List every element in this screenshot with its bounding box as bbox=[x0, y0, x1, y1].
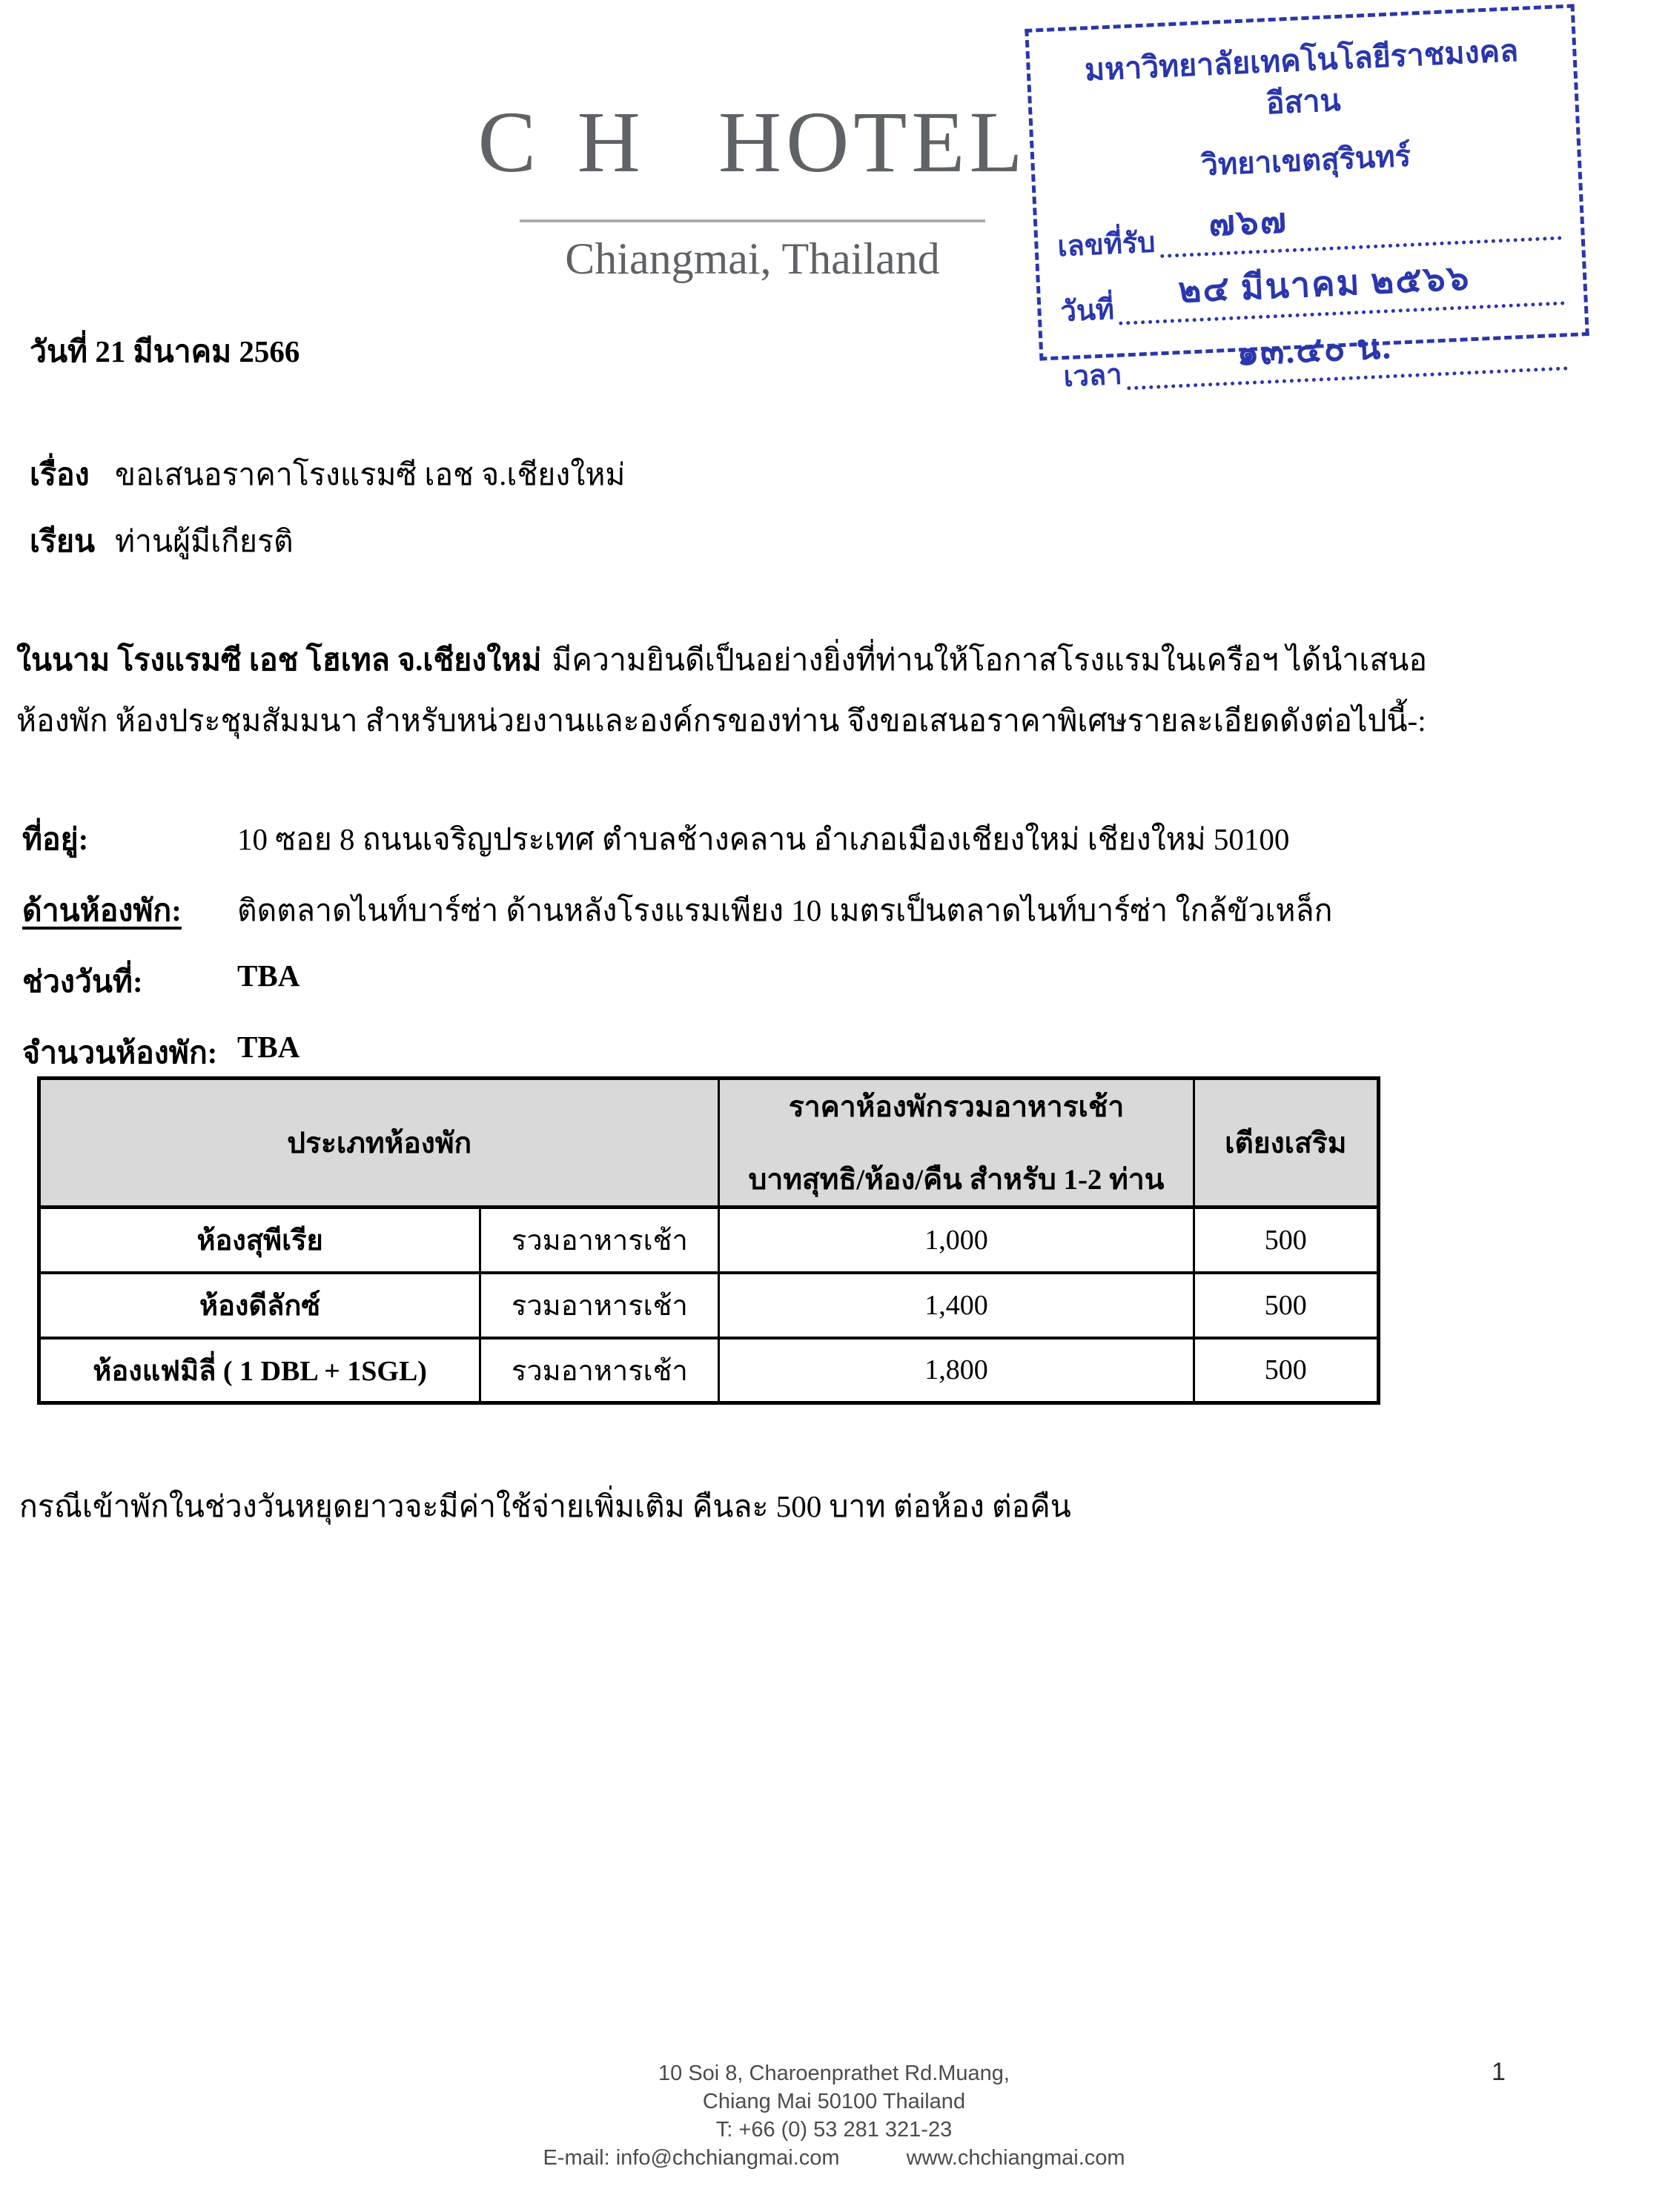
details-list bbox=[22, 815, 1579, 1100]
to-line bbox=[30, 517, 294, 566]
room-name-cell: ห้องสุพีเรีย bbox=[39, 1208, 480, 1273]
extra-bed-cell: 500 bbox=[1194, 1208, 1378, 1273]
table-row bbox=[39, 1273, 1379, 1338]
subject-text: ขอเสนอราคาโรงแรมซี เอช จ.เชียงใหม่ bbox=[115, 457, 626, 491]
subject-line bbox=[30, 451, 625, 499]
footer-email-web-line bbox=[0, 2144, 1668, 2172]
intro-line-1 bbox=[16, 638, 1566, 682]
footer-contact-block bbox=[0, 2059, 1668, 2172]
location-row bbox=[22, 887, 1579, 958]
extra-bed-cell: 500 bbox=[1194, 1273, 1378, 1338]
header-price bbox=[719, 1079, 1194, 1208]
location-value: ติดตลาดไนท์บาร์ซ่า ด้านหลังโรงแรมเพียง 10 เมตรเป็นตลาดไนท์บาร์ซ่า ใกล้ขัวเหล็ก bbox=[237, 893, 1333, 927]
meal-cell: รวมอาหารเช้า bbox=[480, 1338, 719, 1403]
header-room-type: ประเภทห้องพัก bbox=[39, 1079, 719, 1208]
stamp-receipt-label: เลขที่รับ bbox=[1056, 227, 1156, 263]
hotel-logo-subtitle: Chiangmai, Thailand bbox=[565, 234, 940, 283]
location-label: ด้านห้องพัก: bbox=[22, 893, 182, 927]
price-cell: 1,800 bbox=[719, 1338, 1194, 1403]
price-table-header-row bbox=[39, 1079, 1379, 1208]
address-value: 10 ซอย 8 ถนนเจริญประเทศ ตำบลช้างคลาน อำเภอเมืองเชียงใหม่ เชียงใหม่ 50100 bbox=[237, 822, 1290, 856]
footer-address-line2: Chiang Mai 50100 Thailand bbox=[702, 2090, 966, 2113]
university-receipt-stamp bbox=[1025, 4, 1589, 394]
to-label: เรียน bbox=[30, 524, 96, 558]
to-text: ท่านผู้มีเกียรติ bbox=[115, 524, 294, 558]
page-number: 1 bbox=[1492, 2058, 1506, 2086]
price-cell: 1,000 bbox=[719, 1208, 1194, 1273]
stamp-campus-name: วิทยาเขตสุรินทร์ bbox=[1200, 139, 1411, 182]
date-range-row bbox=[22, 958, 1579, 1029]
hotel-logo-title: C H HOTEL bbox=[477, 93, 1027, 191]
stamp-time-value: ๑๓.๔๐ น. bbox=[1236, 328, 1393, 374]
header-extra-bed: เตียงเสริม bbox=[1194, 1079, 1378, 1208]
extra-bed-cell: 500 bbox=[1194, 1338, 1378, 1403]
address-row bbox=[22, 815, 1579, 887]
table-row bbox=[39, 1208, 1379, 1273]
hotel-logo bbox=[474, 68, 1030, 285]
address-label: ที่อยู่: bbox=[22, 822, 89, 856]
room-name-cell: ห้องดีลักซ์ bbox=[39, 1273, 480, 1338]
footer-website: www.chchiangmai.com bbox=[906, 2146, 1125, 2170]
footer-email: E-mail: info@chchiangmai.com bbox=[543, 2146, 840, 2170]
room-count-label: จำนวนห้องพัก: bbox=[22, 1036, 218, 1070]
header-price-line1: ราคาห้องพักรวมอาหารเช้า bbox=[788, 1090, 1125, 1123]
meal-cell: รวมอาหารเช้า bbox=[480, 1208, 719, 1273]
date-range-label: ช่วงวันที่: bbox=[22, 964, 143, 999]
letter-date: วันที่ 21 มีนาคม 2566 bbox=[30, 334, 300, 368]
price-cell: 1,400 bbox=[719, 1273, 1194, 1338]
stamp-university-name: มหาวิทยาลัยเทคโนโลยีราชมงคลอีสาน bbox=[1084, 33, 1519, 121]
intro-rest: มีความยินดีเป็นอย่างยิ่งที่ท่านให้โอกาสโรงแรมในเครือฯ ได้นำเสนอ bbox=[552, 643, 1427, 677]
intro-paragraph bbox=[16, 638, 1566, 743]
room-count-value: TBA bbox=[237, 1030, 300, 1064]
header-price-line2: บาทสุทธิ/ห้อง/คืน สำหรับ 1-2 ท่าน bbox=[748, 1163, 1165, 1196]
price-table bbox=[37, 1076, 1380, 1405]
footer-phone: T: +66 (0) 53 281 321-23 bbox=[715, 2118, 953, 2142]
subject-label: เรื่อง bbox=[30, 457, 90, 491]
room-name-cell: ห้องแฟมิลี่ ( 1 DBL + 1SGL) bbox=[39, 1338, 480, 1403]
stamp-time-row bbox=[1062, 328, 1569, 399]
stamp-date-value: ๒๔ มีนาคม ๒๕๖๖ bbox=[1177, 259, 1472, 311]
stamp-time-label: เวลา bbox=[1062, 359, 1123, 394]
footer-address-line1: 10 Soi 8, Charoenprathet Rd.Muang, bbox=[658, 2062, 1010, 2085]
stamp-receipt-number: ๗๖๗ bbox=[1208, 202, 1289, 245]
meal-cell: รวมอาหารเช้า bbox=[480, 1273, 719, 1338]
surcharge-note: กรณีเข้าพักในช่วงวันหยุดยาวจะมีค่าใช้จ่ายเพิ่มเติม คืนละ 500 บาท ต่อห้อง ต่อคืน bbox=[19, 1489, 1071, 1523]
intro-line-2: ห้องพัก ห้องประชุมสัมมนา สำหรับหน่วยงานและองค์กรของท่าน จึงขอเสนอราคาพิเศษรายละเอียดดังต่อไปนี้-: bbox=[16, 703, 1426, 738]
stamp-date-label: วันที่ bbox=[1059, 294, 1115, 328]
logo-divider bbox=[520, 219, 985, 222]
date-range-value: TBA bbox=[237, 958, 300, 993]
intro-hotel-name: ในนาม โรงแรมซี เอช โฮเทล จ.เชียงใหม่ bbox=[16, 643, 542, 677]
table-row bbox=[39, 1338, 1379, 1403]
